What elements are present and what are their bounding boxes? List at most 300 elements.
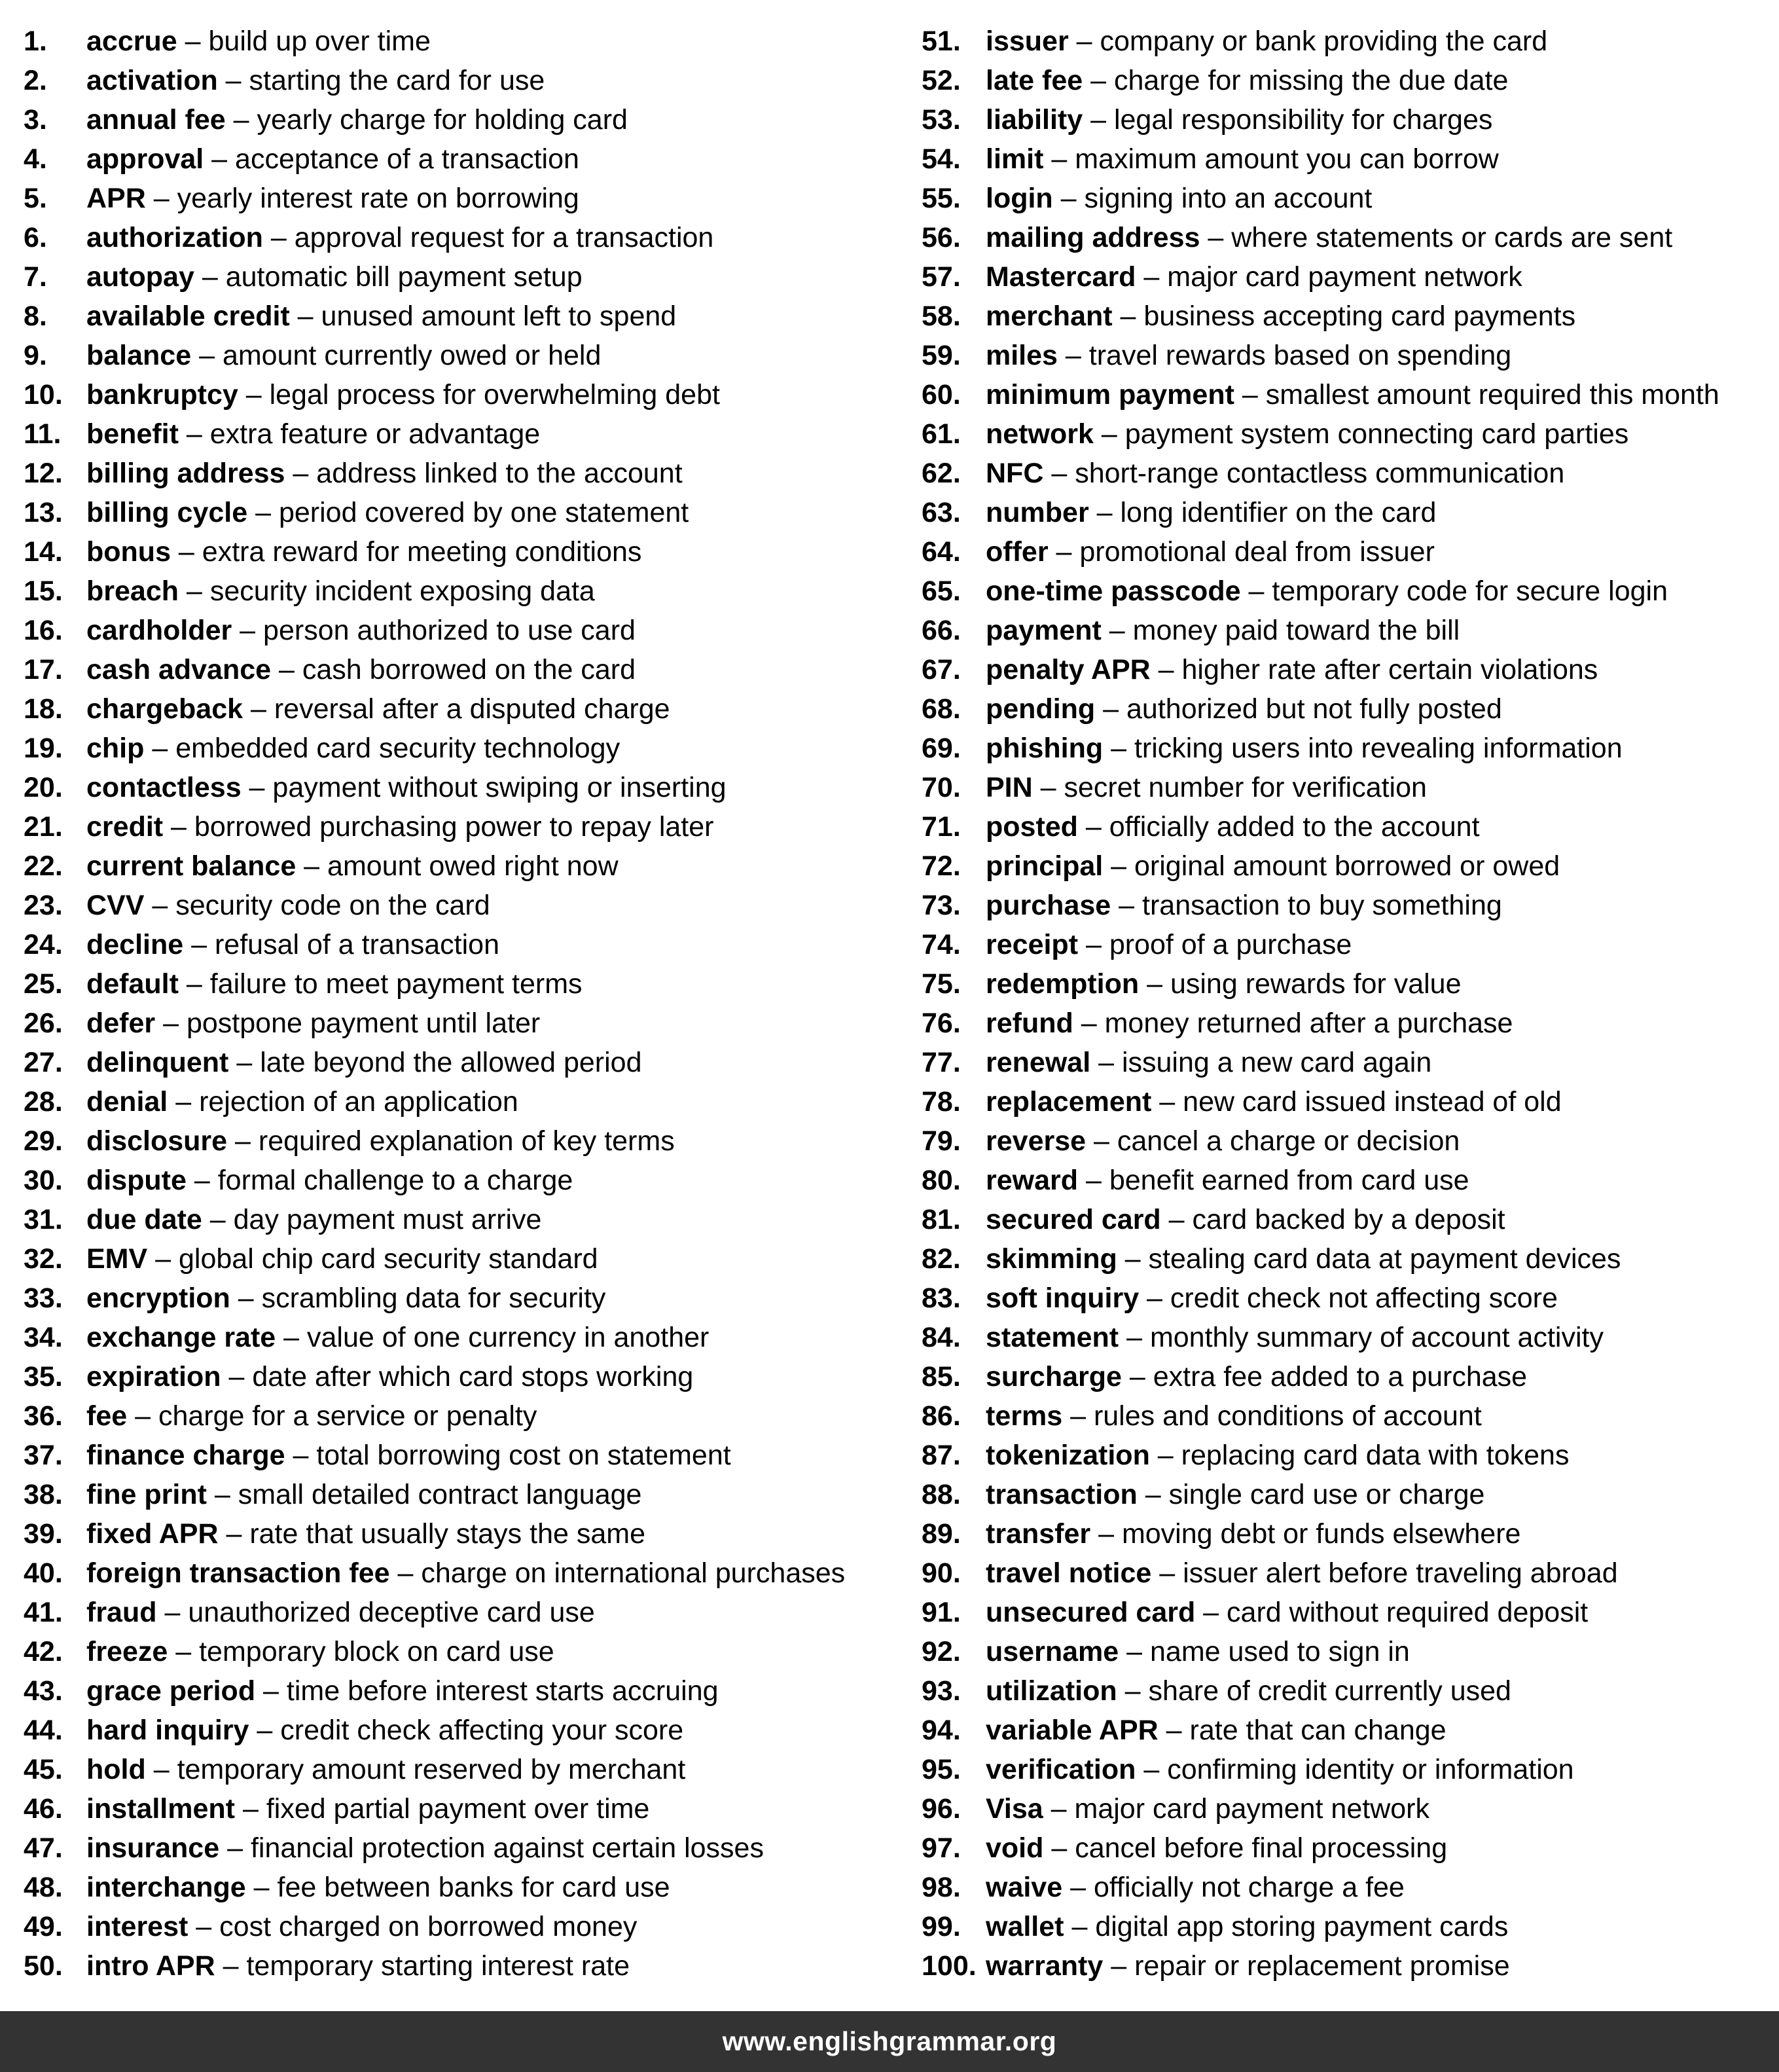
glossary-entry: [24, 493, 907, 532]
entry-term: chip: [86, 733, 145, 764]
entry-number: 54.: [922, 143, 961, 175]
entry-term: PIN: [986, 772, 1033, 803]
glossary-entry: [24, 1711, 907, 1750]
entry-separator: –: [1088, 497, 1121, 528]
entry-term: variable APR: [986, 1715, 1159, 1746]
glossary-entry: [24, 1946, 907, 1986]
entry-number: 88.: [922, 1479, 961, 1510]
entry-number: 8.: [24, 300, 47, 332]
entry-number: 37.: [24, 1440, 63, 1471]
entry-separator: –: [1043, 143, 1075, 175]
glossary-entry: [922, 1121, 1772, 1161]
entry-text: [86, 1357, 693, 1396]
entry-text: [86, 1004, 540, 1043]
entry-definition: small detailed contract language: [238, 1479, 642, 1510]
entry-number: 94.: [922, 1715, 961, 1746]
entry-definition: formal challenge to a charge: [217, 1165, 573, 1196]
glossary-entry: [24, 22, 907, 61]
entry-number: 84.: [922, 1322, 961, 1353]
entry-number: 65.: [922, 575, 961, 607]
entry-term: issuer: [986, 26, 1069, 57]
glossary-entry: [922, 1907, 1772, 1946]
entry-definition: total borrowing cost on statement: [316, 1440, 731, 1471]
entry-separator: –: [1158, 1715, 1190, 1746]
entry-definition: fixed partial payment over time: [266, 1793, 650, 1825]
glossary-entry: [24, 1279, 907, 1318]
entry-term: surcharge: [986, 1361, 1122, 1392]
entry-number: 83.: [922, 1282, 961, 1314]
entry-separator: –: [1119, 1322, 1150, 1353]
entry-separator: –: [1234, 379, 1266, 410]
entry-definition: company or bank providing the card: [1100, 26, 1548, 57]
entry-number: 3.: [24, 104, 47, 136]
entry-definition: time before interest starts accruing: [286, 1675, 719, 1707]
entry-number: 48.: [24, 1872, 63, 1903]
glossary-entry: [922, 257, 1772, 297]
glossary-entry: [922, 807, 1772, 846]
entry-term: merchant: [986, 300, 1113, 332]
entry-definition: money paid toward the bill: [1132, 615, 1460, 646]
entry-number: 39.: [24, 1518, 63, 1550]
entry-number: 80.: [922, 1165, 961, 1196]
entry-text: [986, 218, 1672, 257]
entry-text: [986, 1750, 1574, 1789]
entry-separator: –: [145, 183, 177, 214]
glossary-entry: [24, 1514, 907, 1554]
entry-definition: temporary block on card use: [199, 1636, 554, 1667]
entry-term: pending: [986, 693, 1096, 725]
entry-term: mailing address: [986, 222, 1200, 253]
glossary-entry: [922, 1436, 1772, 1475]
glossary-entry: [24, 257, 907, 297]
entry-text: [86, 61, 545, 100]
entry-term: APR: [86, 183, 146, 214]
entry-separator: –: [1160, 1204, 1193, 1235]
entry-text: [986, 297, 1575, 336]
entry-number: 58.: [922, 300, 961, 332]
entry-definition: yearly charge for holding card: [257, 104, 628, 136]
entry-term: network: [986, 418, 1094, 450]
glossary-entry: [922, 532, 1772, 572]
entry-text: [986, 1907, 1508, 1946]
entry-term: disclosure: [86, 1125, 228, 1157]
entry-separator: –: [389, 1557, 422, 1589]
entry-text: [986, 886, 1502, 925]
entry-definition: business accepting card payments: [1143, 300, 1576, 332]
entry-term: breach: [86, 575, 179, 607]
entry-text: [986, 1789, 1429, 1828]
entry-term: Visa: [986, 1793, 1043, 1825]
entry-definition: security incident exposing data: [209, 575, 595, 607]
entry-text: [86, 1671, 719, 1711]
glossary-entry: [24, 297, 907, 336]
entry-number: 63.: [922, 497, 961, 528]
entry-separator: –: [1112, 300, 1144, 332]
entry-definition: late beyond the allowed period: [260, 1047, 642, 1078]
entry-definition: required explanation of key terms: [258, 1125, 675, 1157]
entry-number: 47.: [24, 1832, 63, 1864]
entry-text: [86, 572, 595, 611]
glossary-entry: [24, 1318, 907, 1357]
entry-term: Mastercard: [986, 261, 1136, 293]
entry-separator: –: [156, 1597, 189, 1628]
entry-text: [986, 1946, 1510, 1986]
entry-definition: new card issued instead of old: [1183, 1086, 1562, 1118]
entry-separator: –: [1062, 1400, 1094, 1432]
entry-term: insurance: [86, 1832, 220, 1864]
entry-term: utilization: [986, 1675, 1117, 1707]
entry-text: [86, 336, 601, 375]
entry-definition: extra reward for meeting conditions: [202, 536, 642, 568]
entry-term: cardholder: [86, 615, 232, 646]
entry-separator: –: [1086, 1125, 1117, 1157]
entry-text: [986, 1161, 1469, 1200]
entry-definition: major card payment network: [1074, 1793, 1429, 1825]
entry-definition: automatic bill payment setup: [225, 261, 583, 293]
entry-definition: cancel before final processing: [1075, 1832, 1448, 1864]
entry-term: warranty: [986, 1950, 1104, 1982]
entry-separator: –: [188, 1911, 220, 1942]
entry-number: 24.: [24, 929, 63, 960]
glossary-entry: [922, 1200, 1772, 1239]
entry-number: 5.: [24, 183, 47, 214]
entry-number: 67.: [922, 654, 961, 685]
entry-term: one-time passcode: [986, 575, 1241, 607]
entry-text: [86, 532, 641, 572]
entry-separator: –: [1083, 104, 1114, 136]
entry-number: 36.: [24, 1400, 63, 1432]
entry-number: 66.: [922, 615, 961, 646]
glossary-entry: [922, 1593, 1772, 1632]
entry-text: [86, 807, 713, 846]
entry-definition: where statements or cards are sent: [1231, 222, 1673, 253]
entry-separator: –: [1064, 1911, 1096, 1942]
entry-text: [986, 454, 1564, 493]
entry-separator: –: [1121, 1361, 1153, 1392]
entry-number: 41.: [24, 1597, 63, 1628]
entry-text: [86, 1279, 605, 1318]
entry-number: 23.: [24, 890, 63, 921]
entry-number: 100.: [922, 1950, 977, 1982]
entry-text: [86, 257, 583, 297]
entry-term: default: [86, 968, 179, 1000]
entry-text: [986, 729, 1623, 768]
glossary-entry: [24, 1396, 907, 1436]
entry-number: 69.: [922, 733, 961, 764]
entry-separator: –: [262, 222, 295, 253]
entry-term: interchange: [86, 1872, 246, 1903]
entry-text: [986, 1239, 1621, 1279]
entry-definition: transaction to buy something: [1142, 890, 1502, 921]
entry-number: 56.: [922, 222, 961, 253]
entry-number: 62.: [922, 458, 961, 489]
entry-text: [986, 1043, 1431, 1082]
entry-number: 14.: [24, 536, 63, 568]
entry-number: 70.: [922, 772, 961, 803]
entry-number: 15.: [24, 575, 63, 607]
entry-number: 40.: [24, 1557, 63, 1589]
glossary-entry: [922, 1514, 1772, 1554]
entry-separator: –: [1057, 340, 1089, 371]
entry-number: 6.: [24, 222, 47, 253]
entry-number: 43.: [24, 1675, 63, 1707]
entry-number: 52.: [922, 65, 961, 96]
entry-text: [86, 1082, 518, 1121]
entry-text: [986, 1200, 1505, 1239]
entry-text: [986, 1082, 1562, 1121]
glossary-entry: [922, 297, 1772, 336]
entry-text: [86, 611, 636, 650]
entry-definition: monthly summary of account activity: [1149, 1322, 1604, 1353]
entry-term: renewal: [986, 1047, 1091, 1078]
entry-term: annual fee: [86, 104, 226, 136]
entry-term: reverse: [986, 1125, 1087, 1157]
glossary-entry: [24, 768, 907, 807]
entry-definition: secret number for verification: [1064, 772, 1427, 803]
entry-number: 21.: [24, 811, 63, 843]
entry-text: [86, 1436, 731, 1475]
entry-number: 25.: [24, 968, 63, 1000]
entry-number: 97.: [922, 1832, 961, 1864]
entry-text: [86, 1946, 630, 1986]
entry-number: 7.: [24, 261, 47, 293]
entry-term: CVV: [86, 890, 145, 921]
entry-text: [86, 100, 628, 139]
entry-separator: –: [1043, 1793, 1075, 1825]
entry-separator: –: [1078, 1165, 1109, 1196]
entry-term: balance: [86, 340, 192, 371]
entry-number: 50.: [24, 1950, 63, 1982]
entry-text: [986, 846, 1560, 886]
entry-term: penalty APR: [986, 654, 1151, 685]
glossary-entry: [24, 454, 907, 493]
entry-separator: –: [1077, 811, 1109, 843]
entry-term: refund: [986, 1008, 1073, 1039]
entry-term: payment: [986, 615, 1102, 646]
entry-term: minimum payment: [986, 379, 1234, 410]
entry-definition: stealing card data at payment devices: [1148, 1243, 1621, 1275]
entry-number: 45.: [24, 1754, 63, 1785]
entry-term: denial: [86, 1086, 168, 1118]
entry-text: [86, 1200, 541, 1239]
entry-separator: –: [218, 1518, 250, 1550]
entry-number: 12.: [24, 458, 63, 489]
entry-definition: using rewards for value: [1170, 968, 1462, 1000]
entry-term: miles: [986, 340, 1058, 371]
entry-text: [986, 572, 1668, 611]
entry-definition: charge for a service or penalty: [158, 1400, 537, 1432]
entry-separator: –: [1137, 1479, 1169, 1510]
entry-number: 98.: [922, 1872, 961, 1903]
entry-definition: payment system connecting card parties: [1124, 418, 1629, 450]
glossary-entry: [24, 1671, 907, 1711]
entry-separator: –: [1095, 693, 1127, 725]
entry-separator: –: [206, 1479, 238, 1510]
entry-definition: charge on international purchases: [421, 1557, 846, 1589]
entry-definition: starting the card for use: [249, 65, 545, 96]
glossary-entry: [24, 729, 907, 768]
footer-website-link[interactable]: www.englishgrammar.org: [722, 2026, 1057, 2056]
entry-number: 17.: [24, 654, 63, 685]
glossary-entry: [24, 886, 907, 925]
glossary-entry: [922, 414, 1772, 454]
entry-number: 85.: [922, 1361, 961, 1392]
entry-separator: –: [1151, 1086, 1183, 1118]
entry-definition: person authorized to use card: [263, 615, 636, 646]
glossary-column-right: [922, 22, 1772, 1986]
glossary-entry: [922, 1082, 1772, 1121]
entry-term: dispute: [86, 1165, 187, 1196]
glossary-entry: [24, 179, 907, 218]
entry-definition: card backed by a deposit: [1192, 1204, 1505, 1235]
entry-number: 44.: [24, 1715, 63, 1746]
entry-separator: –: [255, 1675, 287, 1707]
entry-definition: credit check not affecting score: [1170, 1282, 1558, 1314]
entry-text: [86, 1828, 764, 1868]
entry-number: 35.: [24, 1361, 63, 1392]
entry-separator: –: [1240, 575, 1272, 607]
entry-text: [86, 1121, 675, 1161]
entry-definition: unauthorized deceptive card use: [188, 1597, 595, 1628]
entry-term: verification: [986, 1754, 1136, 1785]
entry-separator: –: [1090, 1047, 1122, 1078]
glossary-entry: [24, 1789, 907, 1828]
entry-separator: –: [1111, 890, 1143, 921]
glossary-entry: [922, 61, 1772, 100]
entry-number: 96.: [922, 1793, 961, 1825]
entry-number: 4.: [24, 143, 47, 175]
glossary-entry: [922, 1043, 1772, 1082]
glossary-entry: [24, 611, 907, 650]
glossary-entry: [24, 1357, 907, 1396]
entry-text: [986, 807, 1480, 846]
entry-number: 76.: [922, 1008, 961, 1039]
glossary-entry: [24, 1043, 907, 1082]
entry-definition: cost charged on borrowed money: [219, 1911, 638, 1942]
entry-text: [986, 1514, 1520, 1554]
entry-separator: –: [194, 261, 226, 293]
glossary-entry: [922, 375, 1772, 414]
entry-separator: –: [145, 1754, 177, 1785]
entry-separator: –: [245, 1872, 278, 1903]
entry-definition: signing into an account: [1084, 183, 1373, 214]
entry-term: accrue: [86, 26, 177, 57]
glossary-entry: [922, 611, 1772, 650]
entry-separator: –: [1048, 536, 1080, 568]
entry-text: [986, 139, 1499, 179]
entry-term: billing cycle: [86, 497, 248, 528]
entry-separator: –: [1139, 968, 1170, 1000]
entry-separator: –: [219, 1832, 251, 1864]
entry-definition: promotional deal from issuer: [1079, 536, 1435, 568]
entry-text: [986, 100, 1492, 139]
entry-term: reward: [986, 1165, 1079, 1196]
entry-number: 86.: [922, 1400, 961, 1432]
entry-text: [86, 1318, 709, 1357]
entry-text: [986, 1279, 1558, 1318]
entry-separator: –: [1195, 1597, 1227, 1628]
entry-definition: maximum amount you can borrow: [1075, 143, 1499, 175]
glossary-entry: [24, 1554, 907, 1593]
entry-term: skimming: [986, 1243, 1117, 1275]
entry-text: [986, 689, 1502, 729]
glossary-entry: [24, 1004, 907, 1043]
glossary-entry: [922, 1318, 1772, 1357]
entry-text: [86, 846, 619, 886]
entry-number: 19.: [24, 733, 63, 764]
entry-definition: digital app storing payment cards: [1095, 1911, 1509, 1942]
entry-text: [986, 964, 1462, 1004]
entry-term: hold: [86, 1754, 146, 1785]
entry-number: 30.: [24, 1165, 63, 1196]
entry-term: encryption: [86, 1282, 230, 1314]
entry-definition: approval request for a transaction: [294, 222, 714, 253]
entry-separator: –: [179, 575, 210, 607]
glossary-entry: [24, 572, 907, 611]
glossary-entry: [922, 1279, 1772, 1318]
entry-separator: –: [243, 693, 274, 725]
entry-definition: fee between banks for card use: [277, 1872, 670, 1903]
entry-term: defer: [86, 1008, 156, 1039]
entry-term: tokenization: [986, 1440, 1150, 1471]
entry-term: freeze: [86, 1636, 168, 1667]
entry-separator: –: [1151, 1557, 1183, 1589]
glossary-entry: [922, 886, 1772, 925]
entry-definition: repair or replacement promise: [1134, 1950, 1510, 1982]
entry-term: intro APR: [86, 1950, 215, 1982]
entry-definition: share of credit currently used: [1148, 1675, 1511, 1707]
glossary-entry: [24, 61, 907, 100]
entry-term: travel notice: [986, 1557, 1152, 1589]
entry-definition: officially not charge a fee: [1093, 1872, 1405, 1903]
glossary-entry: [922, 1828, 1772, 1868]
entry-definition: extra feature or advantage: [209, 418, 541, 450]
entry-definition: cash borrowed on the card: [302, 654, 636, 685]
entry-definition: major card payment network: [1167, 261, 1522, 293]
entry-term: activation: [86, 65, 218, 96]
entry-term: grace period: [86, 1675, 256, 1707]
entry-text: [86, 964, 583, 1004]
glossary-entry: [24, 964, 907, 1004]
entry-term: offer: [986, 536, 1049, 568]
entry-definition: temporary starting interest rate: [246, 1950, 630, 1982]
glossary-entry: [922, 1789, 1772, 1828]
entry-number: 59.: [922, 340, 961, 371]
entry-number: 68.: [922, 693, 961, 725]
entry-separator: –: [215, 1950, 247, 1982]
glossary-entry: [24, 139, 907, 179]
entry-term: fraud: [86, 1597, 157, 1628]
entry-separator: –: [155, 1008, 187, 1039]
entry-number: 46.: [24, 1793, 63, 1825]
entry-separator: –: [285, 1440, 317, 1471]
glossary-entry: [24, 1632, 907, 1671]
entry-number: 53.: [922, 104, 961, 136]
entry-text: [986, 179, 1372, 218]
entry-separator: –: [177, 26, 209, 57]
glossary-column-left: [24, 22, 907, 1986]
entry-text: [986, 925, 1352, 964]
entry-definition: scrambling data for security: [261, 1282, 606, 1314]
glossary-entry: [24, 1436, 907, 1475]
entry-term: waive: [986, 1872, 1063, 1903]
entry-separator: –: [1200, 222, 1232, 253]
glossary-entry: [922, 1632, 1772, 1671]
entry-number: 49.: [24, 1911, 63, 1942]
entry-number: 34.: [24, 1322, 63, 1353]
entry-text: [86, 729, 620, 768]
entry-term: redemption: [986, 968, 1140, 1000]
